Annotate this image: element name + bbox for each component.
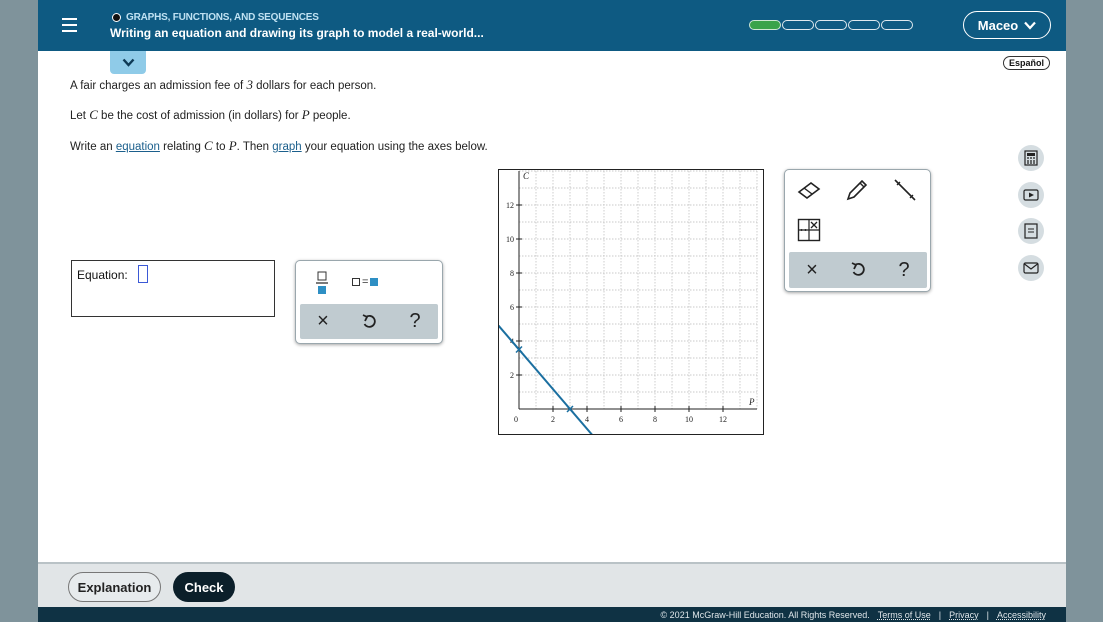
topic-dot-icon	[112, 13, 121, 22]
x-tick-label: 6	[619, 415, 623, 424]
textbook-button[interactable]	[1018, 218, 1044, 244]
keypad-action-bar	[300, 304, 438, 339]
fraction-button[interactable]	[314, 271, 330, 295]
pencil-tool-button[interactable]	[843, 176, 871, 204]
calculator-button[interactable]	[1018, 145, 1044, 171]
copyright-text: © 2021 McGraw-Hill Education. All Rights Reserved.	[660, 609, 870, 620]
equals-button[interactable]: =	[352, 275, 378, 289]
header-bar	[38, 0, 1066, 51]
y-axis-label: C	[523, 171, 530, 181]
help-button[interactable]: ?	[409, 310, 421, 332]
problem-line-2: Let C be the cost of admission (in dollars) for P people.	[70, 107, 351, 122]
page-title: Writing an equation and drawing its graph to model a real-world...	[110, 26, 484, 40]
problem-line-3: Write an equation relating C to P. Then graph your equation using the axes below.	[70, 138, 488, 153]
x-tick-label: 8	[653, 415, 657, 424]
graph-link[interactable]: graph	[272, 141, 302, 153]
undo-icon	[851, 262, 865, 278]
x-axis-label: P	[749, 397, 755, 407]
eraser-tool-button[interactable]	[795, 176, 823, 204]
y-tick-label: 12	[506, 201, 514, 210]
undo-button[interactable]	[352, 308, 386, 336]
table-tool-button[interactable]	[795, 216, 823, 244]
progress-segment	[815, 20, 847, 30]
equals-template-icon	[352, 278, 360, 286]
video-button[interactable]	[1018, 182, 1044, 208]
equation-link[interactable]: equation	[115, 141, 160, 153]
chevron-down-icon	[1024, 21, 1036, 30]
textbook-icon	[1024, 223, 1038, 239]
calculator-icon	[1024, 150, 1038, 166]
separator: |	[938, 609, 942, 620]
check-button[interactable]: Check	[173, 572, 235, 602]
footer-bar	[38, 562, 1066, 607]
x-tick-label: 2	[551, 415, 555, 424]
collapse-header-button[interactable]	[110, 51, 146, 74]
hamburger-icon	[62, 18, 77, 20]
clear-button[interactable]: ×	[317, 310, 329, 332]
topic-text: GRAPHS, FUNCTIONS, AND SEQUENCES	[126, 12, 319, 23]
undo-icon	[362, 314, 376, 330]
graph-action-bar	[789, 252, 927, 288]
x-tick-label: 12	[719, 415, 727, 424]
legal-bar	[38, 607, 1066, 622]
progress-segment	[782, 20, 814, 30]
terms-link[interactable]: Terms of Use	[877, 609, 931, 620]
variable-p: P	[301, 107, 310, 122]
equation-box	[71, 260, 275, 317]
equation-input[interactable]	[138, 265, 148, 283]
progress-segment	[881, 20, 913, 30]
accessibility-link[interactable]: Accessibility	[996, 609, 1046, 620]
progress-segment	[848, 20, 880, 30]
y-tick-label: 8	[510, 269, 514, 278]
line-tool-icon	[892, 177, 918, 203]
x-tick-label: 10	[685, 415, 693, 424]
y-tick-label: 10	[506, 235, 514, 244]
y-tick-label: 2	[510, 371, 514, 380]
pencil-icon	[845, 178, 869, 202]
message-icon	[1023, 262, 1039, 274]
graph-clear-button[interactable]: ×	[806, 258, 818, 281]
graph-help-button[interactable]: ?	[898, 258, 910, 281]
fee-value: 3	[246, 77, 253, 92]
user-name: Maceo	[977, 17, 1019, 33]
graph-area[interactable]	[498, 169, 764, 435]
fraction-icon	[314, 271, 330, 295]
progress-bar	[749, 20, 914, 30]
variable-c: C	[204, 138, 213, 153]
video-icon	[1023, 189, 1039, 201]
user-menu-button[interactable]	[963, 11, 1051, 39]
eraser-icon	[796, 180, 822, 200]
progress-segment	[749, 20, 781, 30]
chevron-down-icon	[122, 58, 135, 67]
table-icon	[797, 218, 821, 242]
topic-label	[112, 12, 319, 23]
equation-label: Equation:	[77, 268, 128, 282]
variable-p: P	[228, 138, 237, 153]
graph-canvas[interactable]	[499, 170, 763, 434]
line-tool-button[interactable]	[891, 176, 919, 204]
language-button[interactable]: Español	[1003, 56, 1050, 70]
privacy-link[interactable]: Privacy	[949, 609, 979, 620]
graph-undo-button[interactable]	[841, 256, 875, 284]
math-keypad	[295, 260, 443, 344]
message-button[interactable]	[1018, 255, 1044, 281]
menu-button[interactable]	[55, 11, 83, 39]
y-tick-label: 6	[510, 303, 514, 312]
separator: |	[986, 609, 989, 620]
problem-line-1: A fair charges an admission fee of 3 dollars for each person.	[70, 77, 377, 92]
graph-tools-panel	[784, 169, 931, 292]
app-window	[38, 0, 1066, 622]
explanation-button[interactable]: Explanation	[68, 572, 161, 602]
x-tick-label: 4	[585, 415, 589, 424]
origin-label: 0	[514, 415, 518, 424]
variable-c: C	[89, 107, 98, 122]
